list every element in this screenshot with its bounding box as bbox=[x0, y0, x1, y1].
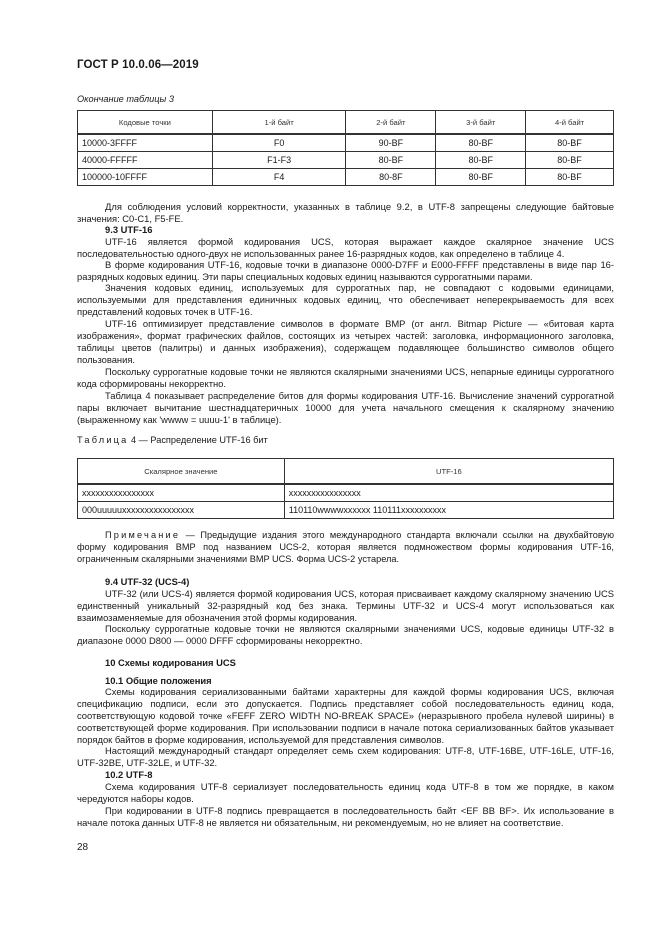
paragraph-text: Схемы кодирования сериализованными байтами характерны для каждой формы кодирования UCS, включая спецификацию подписи, если это допускается. Подпись представляет собой последовательность единиц кода, соответствующую кодовой точке «FEFF ZERO WIDTH NO-BREAK SPACE» (неразрывного пробела нулевой ширины) в соответствующей форме кодирования. При использовании подписи в начале потока сериализованных байтов указывает порядок байтов в форме кодирования, используемой для представления символов. bbox=[77, 686, 614, 745]
paragraph-text: UTF-32 (или UCS-4) является формой кодирования UCS, которая присваивает каждому скалярному значению UCS единственный уникальный 32-разрядный код без знака. Термины UTF-32 и UCS-4 могут использоваться как взаимозаменяемые для обозначения этой формы кодирования. bbox=[77, 588, 614, 623]
paragraph bbox=[77, 318, 614, 366]
table-cell: 10000-3FFFF bbox=[78, 134, 213, 152]
section-heading-10-2: 10.2 UTF-8 bbox=[105, 769, 153, 780]
paragraph bbox=[77, 236, 614, 260]
paragraph bbox=[77, 781, 614, 805]
paragraph bbox=[77, 390, 614, 426]
paragraph bbox=[77, 623, 614, 647]
table-cell: 80-BF bbox=[436, 169, 526, 186]
table4-header-cell: UTF-16 bbox=[284, 459, 613, 485]
paragraph bbox=[77, 366, 614, 390]
table-cell: 40000-FFFFF bbox=[78, 152, 213, 169]
note-label: Примечание bbox=[105, 530, 181, 540]
table3-header-cell: 3-й байт bbox=[436, 111, 526, 135]
table4 bbox=[77, 458, 614, 519]
table-cell: xxxxxxxxxxxxxxxx bbox=[284, 484, 613, 502]
table-cell: F0 bbox=[212, 134, 346, 152]
table-cell: F1-F3 bbox=[212, 152, 346, 169]
table-cell: 80-BF bbox=[526, 169, 614, 186]
table-cell: 80-BF bbox=[526, 134, 614, 152]
table-cell: 100000-10FFFF bbox=[78, 169, 213, 186]
table-cell: 80-BF bbox=[436, 134, 526, 152]
section-heading-9-4: 9.4 UTF-32 (UCS-4) bbox=[105, 576, 190, 587]
table-cell: 80-BF bbox=[346, 152, 436, 169]
paragraph-text: При кодировании в UTF-8 подпись превращается в последовательность байт <EF BB BF>. Их использование в начале потока данных UTF-8 не является ни обязательным, ни рекомендуемым, но не влияет на соответствие. bbox=[77, 805, 614, 828]
paragraph bbox=[77, 201, 614, 225]
paragraph-text: Для соблюдения условий корректности, указанных в таблице 9.2, в UTF-8 запрещены следующие байтовые значения: C0-C1, F5-FE. bbox=[77, 201, 614, 224]
table3-header-cell: 4-й байт bbox=[526, 111, 614, 135]
table-cell: 80-BF bbox=[526, 152, 614, 169]
table-cell: 80-BF bbox=[436, 152, 526, 169]
table-cell: 90-BF bbox=[346, 134, 436, 152]
paragraph-text: UTF-16 оптимизирует представление символов в формате BMP (от англ. Bitmap Picture — «битовая карта изображения», формат графических файлов, состоящих из четырех частей: заголовка, информационного заголовка, таблицы цветов (палитры) и данных изображения), содержащем подавляющее большинство символов общего пользования. bbox=[77, 318, 614, 365]
table4-caption-prefix: Таблица bbox=[77, 435, 129, 445]
table4-header-cell: Скалярное значение bbox=[78, 459, 285, 485]
paragraph-text: Значения кодовых единиц, используемых для суррогатных пар, не совпадают с кодовыми единицами, используемыми для представления единичных кодовых единиц, что обеспечивает неперекрываемость для всех представлений кодовых точек в UTF-16. bbox=[77, 282, 614, 317]
section-heading-10: 10 Схемы кодирования UCS bbox=[105, 657, 236, 668]
document-header: ГОСТ Р 10.0.06—2019 bbox=[77, 59, 199, 71]
table-row bbox=[78, 502, 614, 519]
table-row bbox=[78, 134, 614, 152]
paragraph-text: Схема кодирования UTF-8 сериализует последовательность единиц кода UTF-8 в том же порядке, в каком чередуются наборы кодов. bbox=[77, 781, 614, 804]
paragraph bbox=[77, 282, 614, 318]
paragraph-text: Таблица 4 показывает распределение битов для формы кодирования UTF-16. Вычисление значений суррогатной пары включает вычитание шестнадцатеричных 10000 для учета начального смещения к скалярному значению (выраженному как 'wwww = uuuu-1' в таблице). bbox=[77, 390, 614, 425]
table3 bbox=[77, 110, 614, 186]
section-heading-10-1: 10.1 Общие положения bbox=[105, 675, 212, 686]
table-cell: 000uuuuuxxxxxxxxxxxxxxxx bbox=[78, 502, 285, 519]
table3-caption: Окончание таблицы 3 bbox=[77, 94, 174, 104]
paragraph-text: UTF-16 является формой кодирования UCS, которая выражает каждое скалярное значение UCS последовательностью одного-двух не использованных ранее 16-разрядных кодов, как определено в таблице 4. bbox=[77, 236, 614, 259]
table4-caption bbox=[77, 435, 268, 445]
note bbox=[77, 530, 614, 566]
paragraph-text: В форме кодирования UTF-16, кодовые точки в диапазоне 0000-D7FF и E000-FFFF представлены в виде пар 16-разрядных кодовых единиц. Эти пары специальных кодовых единиц называются суррогатными парами. bbox=[77, 259, 614, 282]
paragraph bbox=[77, 588, 614, 624]
table-cell: 110110wwwwxxxxxx 110111xxxxxxxxxx bbox=[284, 502, 613, 519]
table-row bbox=[78, 484, 614, 502]
paragraph-text: Поскольку суррогатные кодовые точки не являются скалярными значениями UCS, непарные единицы суррогатного кода сформированы некорректно. bbox=[77, 366, 614, 389]
section-heading-9-3: 9.3 UTF-16 bbox=[105, 224, 153, 235]
paragraph-text: Настоящий международный стандарт определяет семь схем кодирования: UTF-8, UTF-16BE, UTF-16LE, UTF-16, UTF-32BE, UTF-32LE, и UTF-32. bbox=[77, 745, 614, 768]
note-text: — Предыдущие издания этого международного стандарта включали ссылки на двухбайтовую форму кодирования BMP под названием UCS-2, которая является подмножеством формы кодирования UTF-16, ограниченным скалярными значениями BMP UCS. Форма UCS-2 устарела. bbox=[77, 530, 614, 564]
paragraph bbox=[77, 745, 614, 769]
table3-header-row bbox=[78, 111, 614, 135]
table-cell: xxxxxxxxxxxxxxxx bbox=[78, 484, 285, 502]
paragraph bbox=[77, 805, 614, 829]
table4-caption-text: 4 — Распределение UTF-16 бит bbox=[131, 435, 268, 445]
table3-header-cell: 1-й байт bbox=[212, 111, 346, 135]
paragraph bbox=[77, 259, 614, 283]
paragraph-text: Поскольку суррогатные кодовые точки не являются скалярными значениями UCS, кодовые единицы UTF-32 в диапазоне 0000 D800 — 0000 DFFF сформированы некорректно. bbox=[77, 623, 614, 646]
paragraph bbox=[77, 686, 614, 746]
table-cell: F4 bbox=[212, 169, 346, 186]
table3-header-cell: 2-й байт bbox=[346, 111, 436, 135]
table-row bbox=[78, 169, 614, 186]
table-cell: 80-8F bbox=[346, 169, 436, 186]
page-number: 28 bbox=[77, 842, 89, 853]
table-row bbox=[78, 152, 614, 169]
table3-header-cell: Кодовые точки bbox=[78, 111, 213, 135]
table4-header-row bbox=[78, 459, 614, 485]
